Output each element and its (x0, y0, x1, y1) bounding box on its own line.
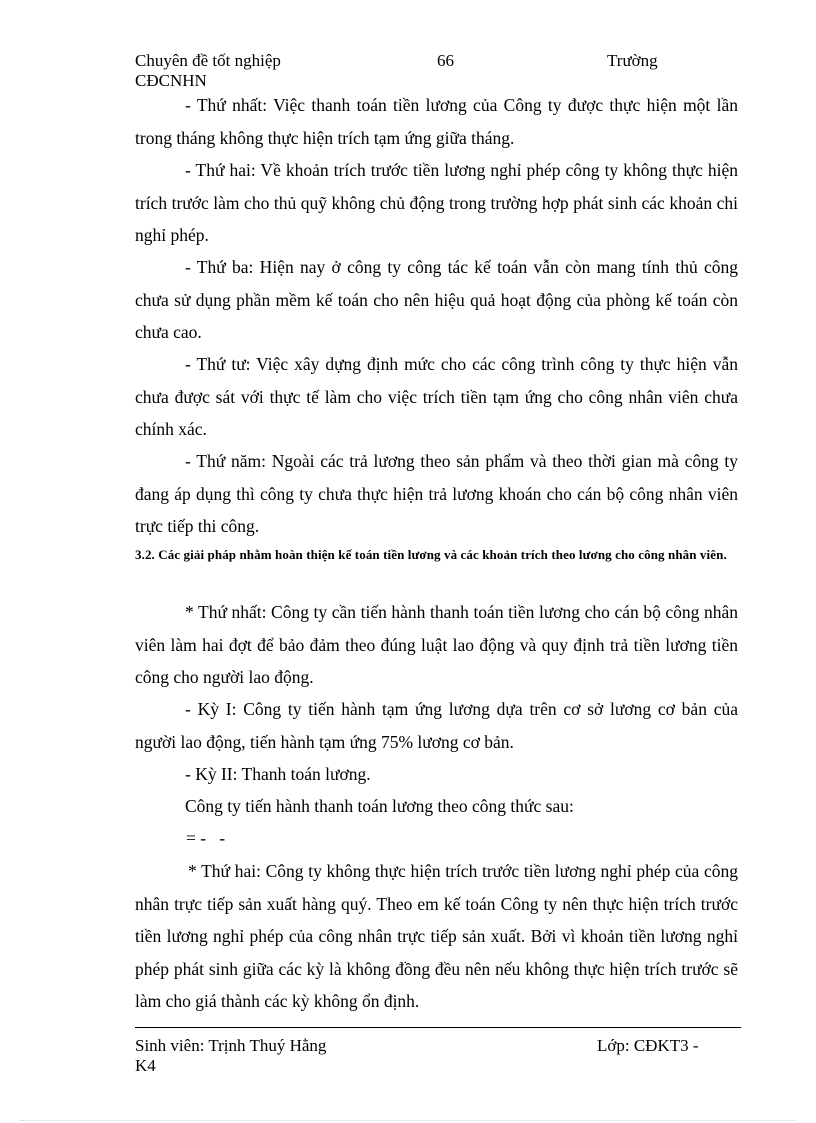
solution-period-one: - Kỳ I: Công ty tiến hành tạm ứng lương dựa trên cơ sở lương cơ bản của người lao động, tiến hành tạm ứng 75% lương cơ bản. (135, 699, 738, 752)
paragraph-fourth: - Thứ tư: Việc xây dựng định mức cho các công trình công ty thực hiện vẫn chưa được sát với thực tế làm cho việc trích tiền tạm ứng cho công nhân viên chưa chính xác. (135, 354, 738, 439)
formula: = - - (186, 828, 226, 848)
solution-second: * Thứ hai: Công ty không thực hiện trích trước tiền lương nghỉ phép của công nhân trực tiếp sản xuất hàng quý. Theo em kế toán Công ty nên thực hiện trích trước tiền lương nghỉ phép của công nhân trực tiếp sản xuất. Bởi vì khoản tiền lương nghỉ phép phát sinh giữa các kỳ là không đồng đều nên nếu không thực hiện trích trước sẽ làm cho giá thành các kỳ không ổn định. (135, 861, 738, 1011)
formula-intro: Công ty tiến hành thanh toán lương theo công thức sau: (185, 796, 574, 816)
section-heading: 3.2. Các giải pháp nhằm hoàn thiện kế toán tiền lương và các khoản trích theo lương cho công nhân viên. (135, 547, 727, 562)
solution-period-two: - Kỳ II: Thanh toán lương. (185, 764, 371, 784)
footer-class: Lớp: CĐKT3 - (597, 1036, 699, 1055)
header-right: Trường (607, 51, 658, 70)
header-left: Chuyên đề tốt nghiệp (135, 51, 281, 70)
footer-class-continuation: K4 (135, 1056, 156, 1075)
paragraph-third: - Thứ ba: Hiện nay ở công ty công tác kế toán vẫn còn mang tính thủ công chưa sử dụng phần mềm kế toán cho nên hiệu quả hoạt động của phòng kế toán còn chưa cao. (135, 257, 738, 342)
paragraph-second: - Thứ hai: Về khoản trích trước tiền lương nghỉ phép công ty không thực hiện trích trước làm cho thủ quỹ không chủ động trong trường hợp phát sinh các khoản chi nghỉ phép. (135, 160, 738, 245)
paragraph-fifth: - Thứ năm: Ngoài các trả lương theo sản phẩm và theo thời gian mà công ty đang áp dụng thì công ty chưa thực hiện trả lương khoán cho cán bộ công nhân viên trực tiếp thi công. (135, 451, 738, 536)
footer-student: Sinh viên: Trịnh Thuý Hằng (135, 1036, 327, 1055)
paragraph-first: - Thứ nhất: Việc thanh toán tiền lương của Công ty được thực hiện một lần trong tháng không thực hiện trích tạm ứng giữa tháng. (135, 95, 738, 148)
header-continuation: CĐCNHN (135, 71, 207, 90)
page-number: 66 (437, 51, 454, 70)
solution-first: * Thứ nhất: Công ty cần tiến hành thanh toán tiền lương cho cán bộ công nhân viên làm hai đợt để bảo đảm theo đúng luật lao động và quy định trả tiền lương tiền công cho người lao động. (135, 602, 738, 687)
page-edge-divider (20, 1120, 796, 1121)
footer-rule (135, 1027, 741, 1028)
